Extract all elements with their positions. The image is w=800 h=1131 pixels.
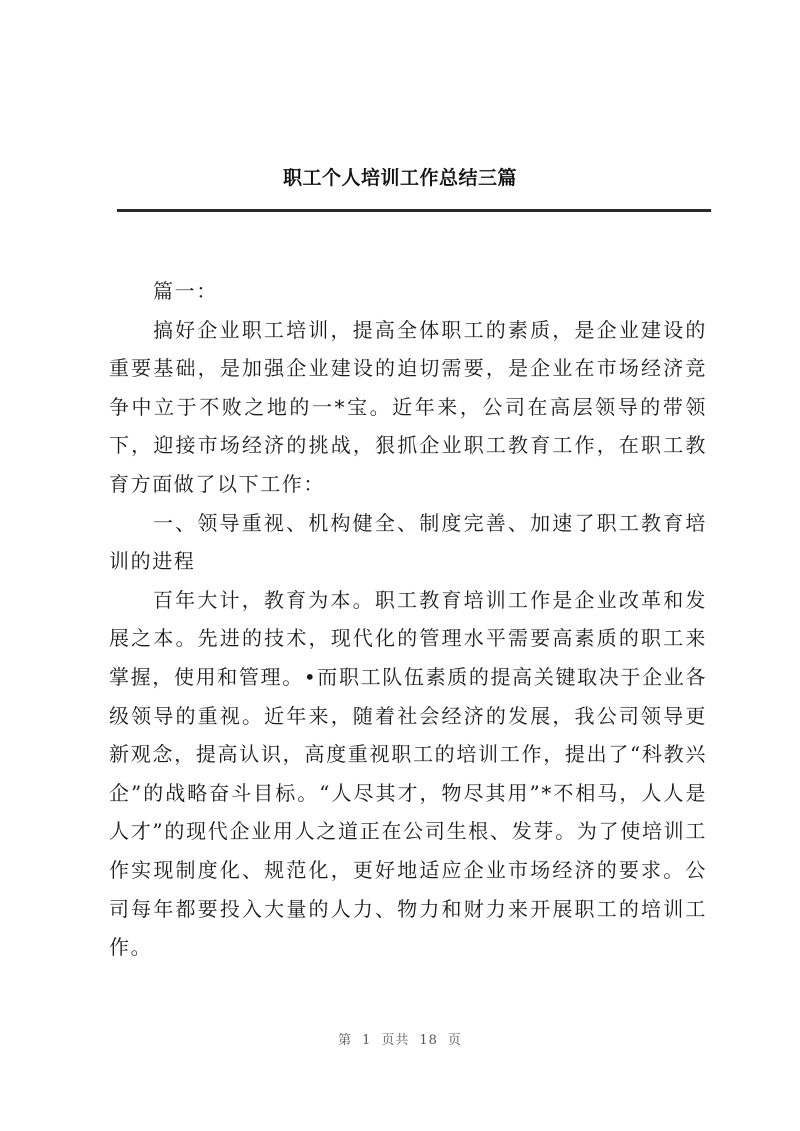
page-label-suffix: 页 [447, 1033, 462, 1048]
current-page-number: 1 [362, 1033, 372, 1048]
page-title: 职工个人培训工作总结三篇 [282, 167, 517, 189]
page-label-middle: 页共 [381, 1033, 410, 1048]
paragraph: 百年大计，教育为本。职工教育培训工作是企业改革和发展之本。先进的技术，现代化的管理水平需要高素质的职工来掌握，使用和管理。•而职工队伍素质的提高关键取决于企业各级领导的重视。近年来，随着社会经济的发展，我公司领导更新观念，提高认识，高度重视职工的培训工作，提出了“科教兴企”的战略奋斗目标。“人尽其才，物尽其用”*不相马，人人是人才”的现代企业用人之道正在公司生根、发芽。为了使培训工作实现制度化、规范化，更好地适应企业市场经济的要求。公司每年都要投入大量的人力、物力和财力来开展职工的培训工作。 [109, 587, 707, 960]
page-footer [0, 1030, 800, 1052]
section-heading: 篇一： [153, 279, 218, 303]
document-body [109, 272, 707, 967]
page-label-prefix: 第 [338, 1033, 353, 1048]
subsection-heading: 一、领导重视、机构健全、制度完善、加速了职工教育培训的进程 [109, 510, 707, 574]
paragraph: 搞好企业职工培训，提高全体职工的素质，是企业建设的重要基础，是加强企业建设的迫切需要，是企业在市场经济竞争中立于不败之地的一*宝。近年来，公司在高层领导的带领下，迎接市场经济的挑战，狠抓企业职工教育工作，在职工教育方面做了以下工作： [109, 317, 707, 496]
total-pages-number: 18 [419, 1033, 438, 1048]
title-divider [117, 209, 711, 212]
